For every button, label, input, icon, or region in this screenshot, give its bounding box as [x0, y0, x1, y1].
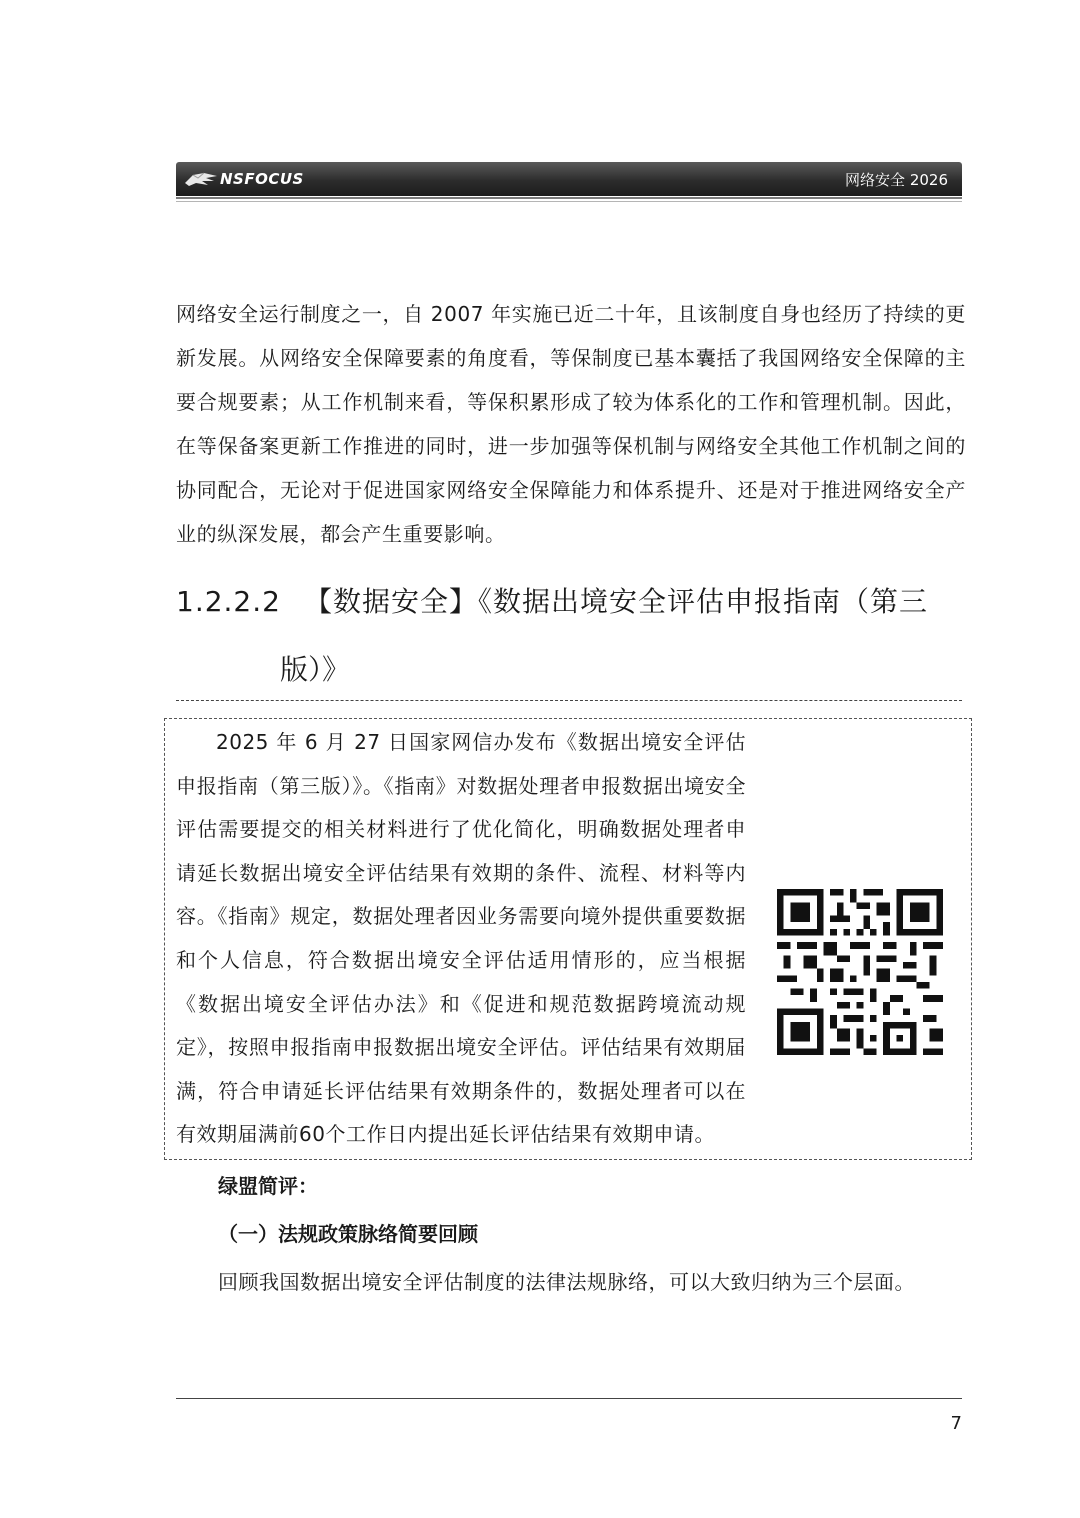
news-text: 2025 年 6 月 27 日国家网信办发布《数据出境安全评估申报指南（第三版）》。《指南》对数据处理者申报数据出境安全评估需要提交的相关材料进行了优化简化，明确数据处理者申请延长数据出境安全评估结果有效期的条件、流程、材料等内容。《指南》规定，数据处理者因业务需要向境外提供重要数据和个人信息，符合数据出境安全评估适用情形的，应当根据《数据出境安全评估办法》和《促进和规范数据跨境流动规定》，按照申报指南申报数据出境安全评估。评估结果有效期届满，符合申请延长评估结果有效期条件的，数据处理者可以在有效期届满前60个工作日内提出延长评估结果有效期申请。 [176, 730, 746, 1147]
logo-text: NSFOCUS [220, 170, 304, 188]
news-box [164, 718, 972, 1160]
qr-code-icon [777, 889, 943, 1055]
nsfocus-logo [184, 167, 304, 191]
header-rule [176, 197, 962, 199]
comment-title: 绿盟简评： [218, 1174, 318, 1198]
page-number: 7 [950, 1413, 962, 1434]
comment-subheading: （一）法规政策脉络简要回顾 [218, 1222, 478, 1246]
section-heading [176, 568, 966, 704]
section-title: 【数据安全】《数据出境安全评估申报指南（第三 [304, 585, 929, 618]
eagle-icon [184, 169, 218, 189]
comment-paragraph: 回顾我国数据出境安全评估制度的法律法规脉络，可以大致归纳为三个层面。 [218, 1270, 915, 1294]
header-rule-thin [176, 201, 962, 202]
footer-rule [176, 1398, 962, 1399]
section-divider [176, 700, 962, 701]
intro-paragraph: 网络安全运行制度之一，自 2007 年实施已近二十年，且该制度自身也经历了持续的更新发展。从网络安全保障要素的角度看，等保制度已基本囊括了我国网络安全保障的主要合规要素；从工作机制来看，等保积累形成了较为体系化的工作和管理机制。因此，在等保备案更新工作推进的同时，进一步加强等保机制与网络安全其他工作机制之间的协同配合，无论对于促进国家网络安全保障能力和体系提升、还是对于推进网络安全产业的纵深发展，都会产生重要影响。 [176, 302, 966, 546]
section-number: 1.2.2.2 [176, 585, 281, 618]
running-header [176, 162, 962, 196]
section-title-continued: 版）》 [280, 653, 351, 686]
header-title: 网络安全 2026 [845, 171, 948, 189]
